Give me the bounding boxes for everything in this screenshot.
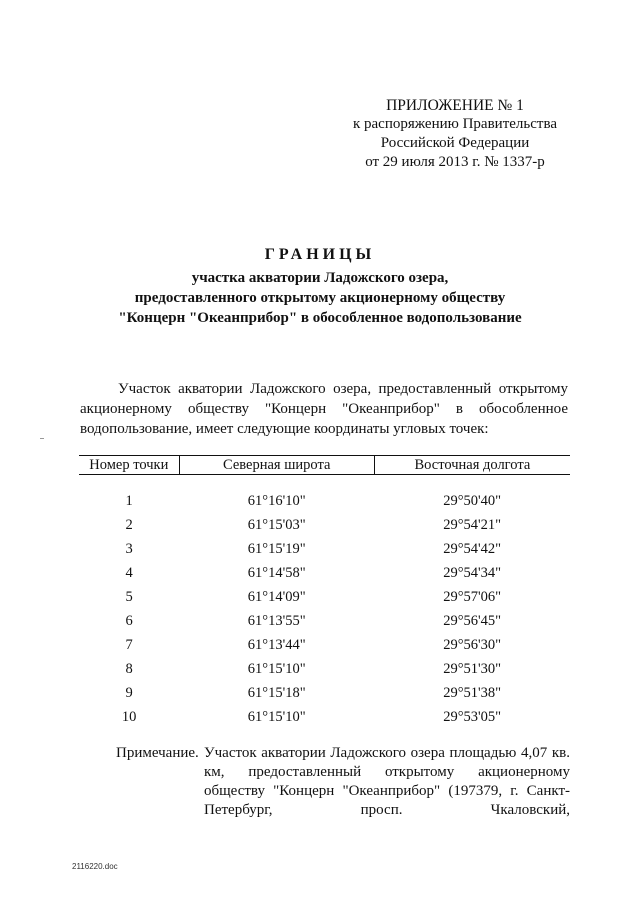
- table-row: [79, 585, 570, 609]
- table-spacer: [79, 475, 570, 490]
- longitude: 29°53'05": [443, 708, 502, 725]
- table-row: [79, 561, 570, 585]
- latitude: 61°15'03": [247, 516, 306, 533]
- latitude: 61°15'10": [247, 660, 306, 677]
- header-point-number: Номер точки: [79, 456, 179, 475]
- latitude: 61°15'18": [247, 684, 306, 701]
- longitude: 29°57'06": [443, 588, 502, 605]
- point-number: 8: [125, 660, 133, 677]
- point-number: 10: [121, 708, 137, 725]
- latitude: 61°15'19": [247, 540, 306, 557]
- table-row: [79, 513, 570, 537]
- header-longitude: Восточная долгота: [374, 456, 570, 475]
- longitude: 29°56'45": [443, 612, 502, 629]
- latitude: 61°15'10": [247, 708, 306, 725]
- subtitle-line-2: предоставленного открытому акционерному обществу: [134, 290, 506, 306]
- subtitle-line-3: "Концерн "Океанприбор" в обособленное водопользование: [118, 310, 522, 326]
- file-name-footer: 2116220.doc: [72, 862, 118, 871]
- point-number: 3: [125, 540, 133, 557]
- table-row: [79, 657, 570, 681]
- longitude: 29°54'21": [443, 516, 502, 533]
- table-row: [79, 705, 570, 729]
- longitude: 29°54'42": [443, 540, 502, 557]
- document-subtitle: [60, 268, 580, 328]
- longitude: 29°51'38": [443, 684, 502, 701]
- table-row: [79, 489, 570, 513]
- header-latitude: Северная широта: [179, 456, 374, 475]
- point-number: 5: [125, 588, 133, 605]
- table-row: [79, 537, 570, 561]
- intro-paragraph: [80, 379, 568, 439]
- latitude: 61°13'55": [247, 612, 306, 629]
- appendix-header: [340, 96, 570, 172]
- appendix-title: ПРИЛОЖЕНИЕ № 1: [386, 97, 524, 114]
- point-number: 9: [125, 684, 133, 701]
- margin-mark: [40, 438, 44, 439]
- note-label: Примечание.: [116, 745, 199, 761]
- note-text: Участок акватории Ладожского озера площадью 4,07 кв. км, предоставленный открытому акционерному обществу "Концерн "Океанприбор" (197379, г. Санкт-Петербург, просп. Чкаловский,: [204, 745, 570, 818]
- document-title: ГРАНИЦЫ: [264, 246, 376, 263]
- point-number: 6: [125, 612, 133, 629]
- appendix-line-1: к распоряжению Правительства: [352, 116, 557, 132]
- latitude: 61°13'44": [247, 636, 306, 653]
- appendix-line-2: Российской Федерации: [380, 135, 530, 151]
- point-number: 4: [125, 564, 133, 581]
- point-number: 2: [125, 516, 133, 533]
- latitude: 61°16'10": [247, 492, 306, 509]
- table-row: [79, 633, 570, 657]
- longitude: 29°51'30": [443, 660, 502, 677]
- point-number: 7: [125, 636, 133, 653]
- table-row: [79, 609, 570, 633]
- point-number: 1: [125, 492, 133, 509]
- longitude: 29°50'40": [443, 492, 502, 509]
- appendix-line-3: от 29 июля 2013 г. № 1337-р: [365, 154, 545, 170]
- coordinates-table: [79, 455, 570, 729]
- table-row: [79, 681, 570, 705]
- latitude: 61°14'58": [247, 564, 306, 581]
- latitude: 61°14'09": [247, 588, 306, 605]
- longitude: 29°56'30": [443, 636, 502, 653]
- table-header-row: [79, 456, 570, 475]
- longitude: 29°54'34": [443, 564, 502, 581]
- intro-text: Участок акватории Ладожского озера, предоставленный открытому акционерному обществу "Концерн "Океанприбор" в обособленное водопользование, имеет следующие координаты угловых точек:: [80, 381, 568, 437]
- subtitle-line-1: участка акватории Ладожского озера,: [191, 270, 449, 286]
